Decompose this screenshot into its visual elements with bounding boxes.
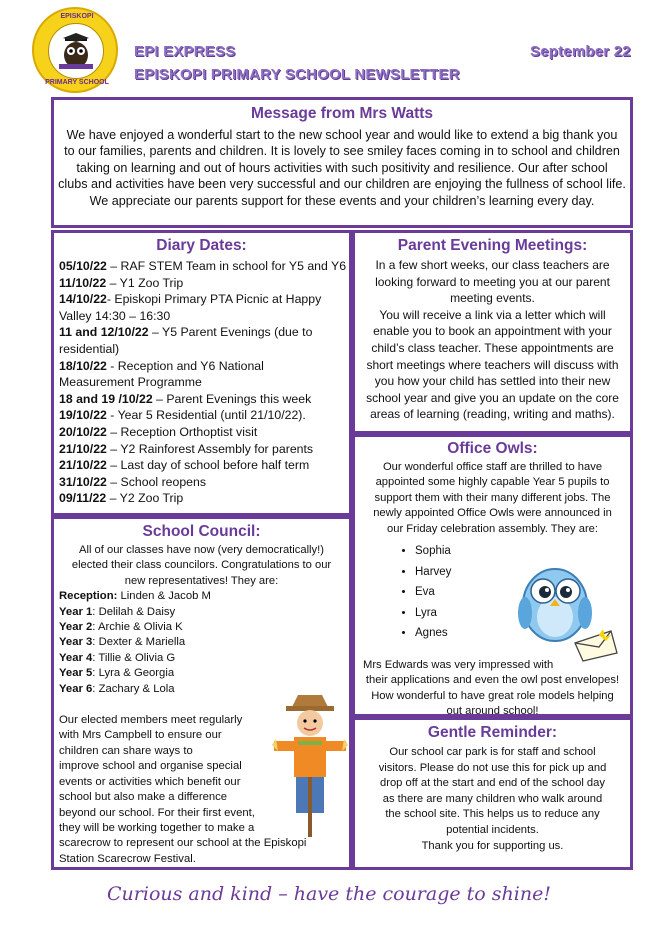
rep-names: : Delilah & Daisy <box>92 605 176 618</box>
school-logo <box>32 7 118 93</box>
diary-box <box>51 230 352 516</box>
owl-name: • Lyra <box>415 603 630 624</box>
diary-item <box>59 424 349 441</box>
message-line: to our families, parents and children. It is lovely to see smiley faces coming in to school and children <box>64 144 620 159</box>
owls-intro-line: Our wonderful office staff are thrilled to have <box>382 461 603 473</box>
reminder-title: Gentle Reminder: <box>427 724 558 741</box>
diary-item <box>59 441 349 458</box>
logo-bottom-text: PRIMARY SCHOOL <box>45 79 109 86</box>
message-line: We have enjoyed a wonderful start to the new school year and would like to extend a big thank you <box>66 128 618 142</box>
council-body-line: Station Scarecrow Festival. <box>59 852 196 865</box>
diary-item <box>59 474 349 491</box>
diary-text: - Episkopi Primary PTA Picnic at Happy <box>106 292 322 307</box>
diary-item <box>59 341 349 358</box>
reminder-line: as there are many children who walk around <box>382 792 603 805</box>
owls-outro-line: How wonderful to have great role models helping <box>371 689 614 702</box>
diary-item <box>59 407 349 424</box>
diary-date: 21/10/22 <box>59 441 107 456</box>
message-line: taking on learning and out of hours activities with such positivity and resilience. Our after school <box>76 160 608 175</box>
diary-text: - Reception and Y6 National <box>106 358 264 373</box>
diary-date: 14/10/22 <box>59 292 107 307</box>
scarecrow-illustration <box>272 689 348 844</box>
reminder-line: visitors. Please do not use this for pick up and <box>378 761 607 774</box>
diary-text: – Last day of school before half term <box>106 458 310 473</box>
diary-item <box>59 258 349 275</box>
diary-date: 05/10/22 <box>59 259 107 273</box>
reminder-line: Our school car park is for staff and school <box>389 746 596 758</box>
diary-date: 09/11/22 <box>59 491 107 506</box>
council-title: School Council: <box>142 523 261 540</box>
diary-list <box>59 258 349 507</box>
office-owls-intro <box>355 460 630 537</box>
message-box <box>51 97 633 228</box>
council-body-line: children can share ways to <box>59 744 193 757</box>
diary-date: 20/10/22 <box>59 424 107 439</box>
rep-names: Linden & Jacob M <box>117 590 211 603</box>
rep-names: : Archie & Olivia K <box>92 621 183 634</box>
parent-evening-line: you how your child has settled into their new <box>374 374 611 389</box>
parent-evening-line: short meetings where teachers will discuss with <box>366 357 619 372</box>
diary-date: 18 and 19 /10/22 <box>59 391 153 406</box>
council-body-line: with Mrs Campbell to ensure our <box>59 729 222 742</box>
rep-names: : Zachary & Lola <box>92 682 175 695</box>
newsletter-name: EPI EXPRESS <box>134 43 236 60</box>
council-reps <box>59 589 349 697</box>
diary-text: - Year 5 Residential (until 21/10/22). <box>106 408 306 423</box>
message-body <box>54 127 630 209</box>
council-rep <box>59 620 349 635</box>
reminder-box <box>352 717 633 870</box>
diary-text: – School reopens <box>106 474 207 489</box>
diary-item <box>59 308 349 325</box>
rep-year: Year 6 <box>59 682 93 695</box>
diary-item <box>59 457 349 474</box>
diary-item <box>59 324 349 341</box>
parent-evening-line: school year and give you an update on the core <box>366 390 619 405</box>
council-intro-line: elected their class councilors. Congratulations to our <box>71 559 332 572</box>
newsletter-subtitle: EPISKOPI PRIMARY SCHOOL NEWSLETTER <box>134 66 460 83</box>
parent-evening-line: enable you to book an appointment with your <box>373 324 612 339</box>
newsletter-date: September 22 <box>530 43 631 60</box>
diary-text: – Parent Evenings this week <box>152 391 312 406</box>
owls-intro-line: newly appointed Office Owls were announced in <box>373 507 612 520</box>
diary-text: – Y5 Parent Evenings (due to <box>148 325 313 340</box>
council-body-line: they will be working together to make a <box>59 821 255 834</box>
owls-intro-line: support them with their many different jobs. The <box>374 491 611 504</box>
diary-text: – Y2 Zoo Trip <box>106 491 184 506</box>
parent-evening-title: Parent Evening Meetings: <box>397 237 588 254</box>
council-intro <box>54 543 349 589</box>
owls-intro-line: appointed some highly capable Year 5 pupils to <box>375 476 610 489</box>
parent-evening-line: You will receive a link via a letter which will <box>379 307 606 322</box>
parent-evening-line: child’s class teacher. These appointments are <box>371 340 614 355</box>
reminder-line: Thank you for supporting us. <box>421 839 564 852</box>
diary-text: – Y2 Rainforest Assembly for parents <box>106 441 314 456</box>
diary-text: Valley 14:30 – 16:30 <box>59 308 171 323</box>
council-rep <box>59 635 349 650</box>
council-rep <box>59 651 349 666</box>
diary-item <box>59 391 349 408</box>
diary-item <box>59 490 349 507</box>
reminder-line: drop off at the start and end of the school day <box>380 777 605 790</box>
rep-names: : Lyra & Georgia <box>92 667 175 680</box>
diary-text: – Y1 Zoo Trip <box>106 275 184 290</box>
diary-date: 31/10/22 <box>59 474 107 489</box>
council-body-line: events or activities which benefit our <box>59 775 241 788</box>
rep-year: Year 3 <box>59 636 93 649</box>
council-intro-line: new representatives! They are: <box>124 574 279 587</box>
owl-name: • Sophia <box>415 541 630 562</box>
parent-evening-line: meeting events. <box>450 291 535 306</box>
reminder-line: potential incidents. <box>446 823 539 836</box>
owl-name: • Eva <box>415 582 630 603</box>
diary-text: – RAF STEM Team in school for Y5 and Y6 <box>106 259 347 273</box>
diary-date: 11 and 12/10/22 <box>59 325 149 340</box>
parent-evening-line: looking forward to meeting you at our parent <box>375 274 610 289</box>
message-title: Message from Mrs Watts <box>250 105 434 122</box>
diary-text: – Reception Orthoptist visit <box>106 424 258 439</box>
owl-name: • Harvey <box>415 562 630 583</box>
reminder-line: the school site. This helps us to reduce any <box>385 808 600 821</box>
diary-item <box>59 374 349 391</box>
council-body-line: scarecrow to represent our school at the Episkopi <box>59 837 307 850</box>
council-body-line: beyond our school. For their first event, <box>59 806 255 819</box>
owls-outro-line: Mrs Edwards was very impressed with <box>363 659 554 671</box>
message-line: We appreciate our parents support for these events and your children’s learning every day. <box>89 193 595 208</box>
council-body-line: school but also make a difference <box>59 791 228 804</box>
message-line: clubs and activities have been very successful and our children are enjoying the fullness of school life. <box>58 177 626 192</box>
diary-item <box>59 275 349 292</box>
office-owls-outro <box>355 658 630 720</box>
diary-date: 18/10/22 <box>59 358 107 373</box>
rep-year: Year 1 <box>59 605 93 618</box>
rep-year: Reception: <box>59 590 118 603</box>
school-motto: Curious and kind – have the courage to shine! <box>107 883 551 905</box>
diary-item <box>59 291 349 308</box>
rep-year: Year 2 <box>59 621 93 634</box>
diary-date: 11/10/22 <box>59 275 107 290</box>
council-body-line: improve school and organise special <box>59 760 242 773</box>
office-owls-title: Office Owls: <box>447 440 538 457</box>
owl-name: • Agnes <box>415 623 630 644</box>
office-owls-box <box>352 434 633 717</box>
logo-owl-emblem <box>48 23 104 79</box>
council-rep <box>59 666 349 681</box>
diary-text: Measurement Programme <box>59 375 202 390</box>
rep-names: : Dexter & Mariella <box>92 636 186 649</box>
diary-text: residential) <box>59 341 120 356</box>
reminder-body <box>355 745 630 854</box>
parent-evening-line: areas of learning (reading, writing and maths). <box>370 407 615 422</box>
council-body-line: Our elected members meet regularly <box>59 714 243 727</box>
council-rep <box>59 589 349 604</box>
parent-evening-line: In a few short weeks, our class teachers are <box>375 258 610 272</box>
rep-year: Year 5 <box>59 667 93 680</box>
owls-outro-line: out around school! <box>446 705 539 718</box>
owl-illustration <box>513 555 623 672</box>
council-intro-line: All of our classes have now (very democratically!) <box>79 544 324 556</box>
logo-top-text: EPISKOPI <box>60 13 94 20</box>
diary-title: Diary Dates: <box>156 237 247 254</box>
diary-date: 21/10/22 <box>59 458 107 473</box>
parent-evening-body <box>355 257 630 423</box>
diary-date: 19/10/22 <box>59 408 107 423</box>
owls-outro-line: their applications and even the owl post envelopes! <box>365 674 620 687</box>
rep-names: : Tillie & Olivia G <box>92 651 176 664</box>
council-rep <box>59 605 349 620</box>
diary-item <box>59 358 349 375</box>
rep-year: Year 4 <box>59 651 93 664</box>
owls-intro-line: our Friday celebration assembly. They are: <box>387 522 598 535</box>
council-box <box>51 516 352 870</box>
parent-evening-box <box>352 230 633 434</box>
